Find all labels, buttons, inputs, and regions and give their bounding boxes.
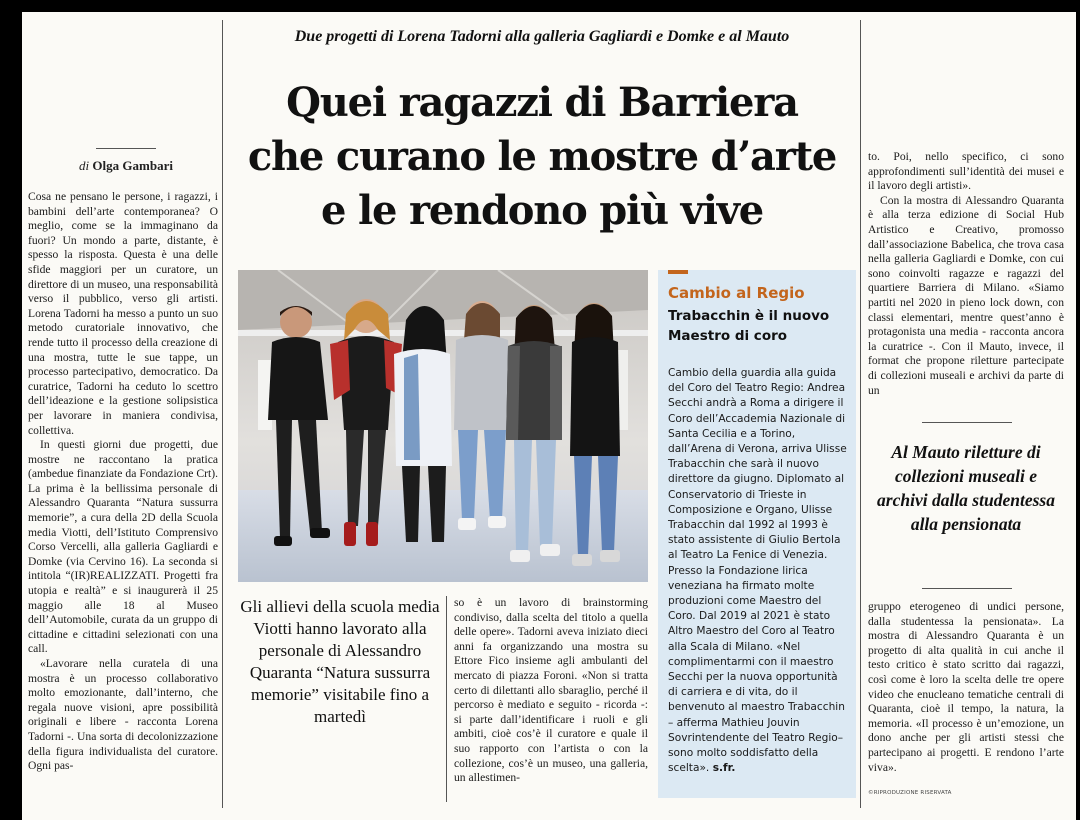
column-3-paragraph-1: so è un lavoro di brainstorming condiviso, dalla scelta del titolo a quella delle opere». Tadorni aveva iniziato dieci anni fa organizzando una mostra su Ettore Fico insieme agli ambulanti del mercato di piazza Foroni. «Non si tratta certo di dilettanti allo sbaraglio, perché il percorso è mediato e seguito - ricorda -: si parte dall’identificare i ruoli e gli ambiti, cioè cos’è il curatore e quale il suo rapporto con l’artista o con la collezione, cos’è un museo, una galleria, un allestimen- (454, 596, 648, 785)
pull-quote: Al Mauto riletture di collezioni museali e archivi dalla studentessa alla pensionata (877, 442, 1055, 534)
article-column-5-bottom (868, 600, 1064, 788)
headline-line-3: e le rendono più vive (321, 187, 763, 234)
article-headline (232, 76, 852, 238)
article-column-5-top (868, 150, 1064, 414)
headline-line-2: che curano le mostre d’arte (247, 133, 837, 180)
copyright-notice: ©RIPRODUZIONE RISERVATA (868, 790, 952, 796)
column-rule-left (222, 20, 223, 808)
headline-line-1: Quei ragazzi di Barriera (286, 79, 798, 126)
photo-caption: Gli allievi della scuola media Viotti hanno lavorato alla personale di Alessandro Quaranta “Natura sussurra memorie” visitabile fino a martedì (240, 597, 440, 726)
byline-prefix: di (79, 158, 90, 173)
sidebar-subtitle: Trabacchin è il nuovo Maestro di coro (668, 308, 830, 344)
students-group-photo (238, 270, 648, 582)
sidebar-title: Cambio al Regio (668, 284, 805, 302)
byline-rule (96, 148, 156, 149)
article-kicker: Due progetti di Lorena Tadorni alla galleria Gagliardi e Domke e al Mauto (294, 28, 790, 45)
column-rule-caption (446, 596, 447, 802)
pullquote-rule-bottom (922, 588, 1012, 589)
sidebar-box (658, 270, 856, 798)
column-5-paragraph-1: to. Poi, nello specifico, ci sono approfondimenti sull’identità dei musei e il lavoro degli artisti». (868, 150, 1064, 193)
column-1-paragraph-2: In questi giorni due progetti, due mostre ne raccontano la pratica (ambedue finanziate da Fondazione Crt). La prima è la bellissima personale di Alessandro Quaranta “Natura sussurra memorie”, a cura della 2D della Scuola media Viotti, dell’Istituto Comprensivo Corso Vercelli, alla galleria Gagliardi e Domke (via Cervino 16). La seconda si intitola “(IR)REALIZZATI. Progetti fra utopia e realtà” e si inaugurerà il 25 maggio alle 18 al Museo dell’Automobile, curata da un gruppo di cittadine e cittadini selezionati con una call. (28, 438, 218, 656)
newspaper-page (22, 12, 1076, 820)
byline-author: Olga Gambari (92, 158, 173, 173)
article-column-3 (454, 596, 648, 808)
column-rule-right (860, 20, 861, 808)
byline (32, 158, 220, 174)
sidebar-body-text: Cambio della guardia alla guida del Coro del Teatro Regio: Andrea Secchi andrà a Roma a dirigere il Coro dell’Accademia Nazionale di Santa Cecilia e a Torino, dall’Arena di Verona, arriva Ulisse Trabacchin che sarà il nuovo direttore da giugno. Diplomato al Conservatorio di Trieste in Composizione e Organo, Ulisse Trabacchin dal 1992 al 1993 è stato assistente di Giulio Bertola al Teatro La Fenice di Venezia. Presso la Fondazione lirica veneziana ha firmato molte produzioni come Maestro del Coro. Dal 2019 al 2021 è stato Altro Maestro del Coro al Teatro alla Scala di Milano. «Nel complimentarmi con il maestro Secchi per la nuova opportunità di carriera e di vita, do il benvenuto al maestro Trabacchin – afferma Mathieu Jouvin Sovrintendente del Teatro Regio– sono molto soddisfatto della scelta». (668, 367, 847, 775)
article-photo (238, 270, 648, 582)
sidebar-body (668, 366, 850, 776)
pullquote-rule-top (922, 422, 1012, 423)
column-5-paragraph-2: Con la mostra di Alessandro Quaranta è alla terza edizione di Social Hub Artistico e Creativo, promosso dall’associazione Babelica, che trova casa nella galleria Gagliardi e Domke, con cui sono coinvolti ragazze e ragazzi del quartiere Barriera di Milano. «Siamo partiti nel 2020 in pieno lock down, con classi elementari, mentre quest’anno è protagonista una media - racconta ancora la curatrice -. Con il Mauto, invece, il format che propone riletture partecipate di collezioni museali e archivi da parte di un (868, 193, 1064, 397)
sidebar-accent-bar (668, 270, 688, 274)
column-1-paragraph-1: Cosa ne pensano le persone, i ragazzi, i bambini dell’arte contemporanea? O meglio, come se la immaginano da fuori? Un mondo a parte, distante, è spesso la risposta. Questa è una delle sfide maggiori per un curatore, un direttore di un museo, una responsabilità verso il pubblico, verso gli artisti. Lorena Tadorni ha messo a punto un suo metodo curatoriale innovativo, che rende tutto il processo della creazione di una mostra, tutte le sue tappe, un processo partecipativo, democratico. Da curatrice, Tadorni ha ceduto lo scettro dell’ideazione e la gestione solipsistica per lavorare in maniera condivisa, collettiva. (28, 190, 218, 437)
column-5-paragraph-3: gruppo eterogeneo di undici persone, dalla studentessa la pensionata». La mostra di Alessandro Quaranta è un progetto di alta qualità in cui anche il testo critico è stato scritto dai ragazzi, così come è loro la scelta delle tre opere video che enucleano tematiche centrali di Quaranta, cioè il tempo, la natura, la memoria. «Il processo è un’emozione, un dono anche per gli artisti stessi che partecipano ai progetti. E rendono l’arte viva». (868, 600, 1064, 774)
sidebar-signature: s.fr. (712, 762, 736, 775)
article-column-1 (28, 190, 218, 806)
column-1-paragraph-3: «Lavorare nella curatela di una mostra è un processo collaborativo molto emozionante, dall’interno, che regala nuove visioni, apre possibilità originali e libere - racconta Lorena Tadorni -. Una sorta di decolonizzazione della figura individualista del curatore. Ogni pas- (28, 657, 218, 773)
